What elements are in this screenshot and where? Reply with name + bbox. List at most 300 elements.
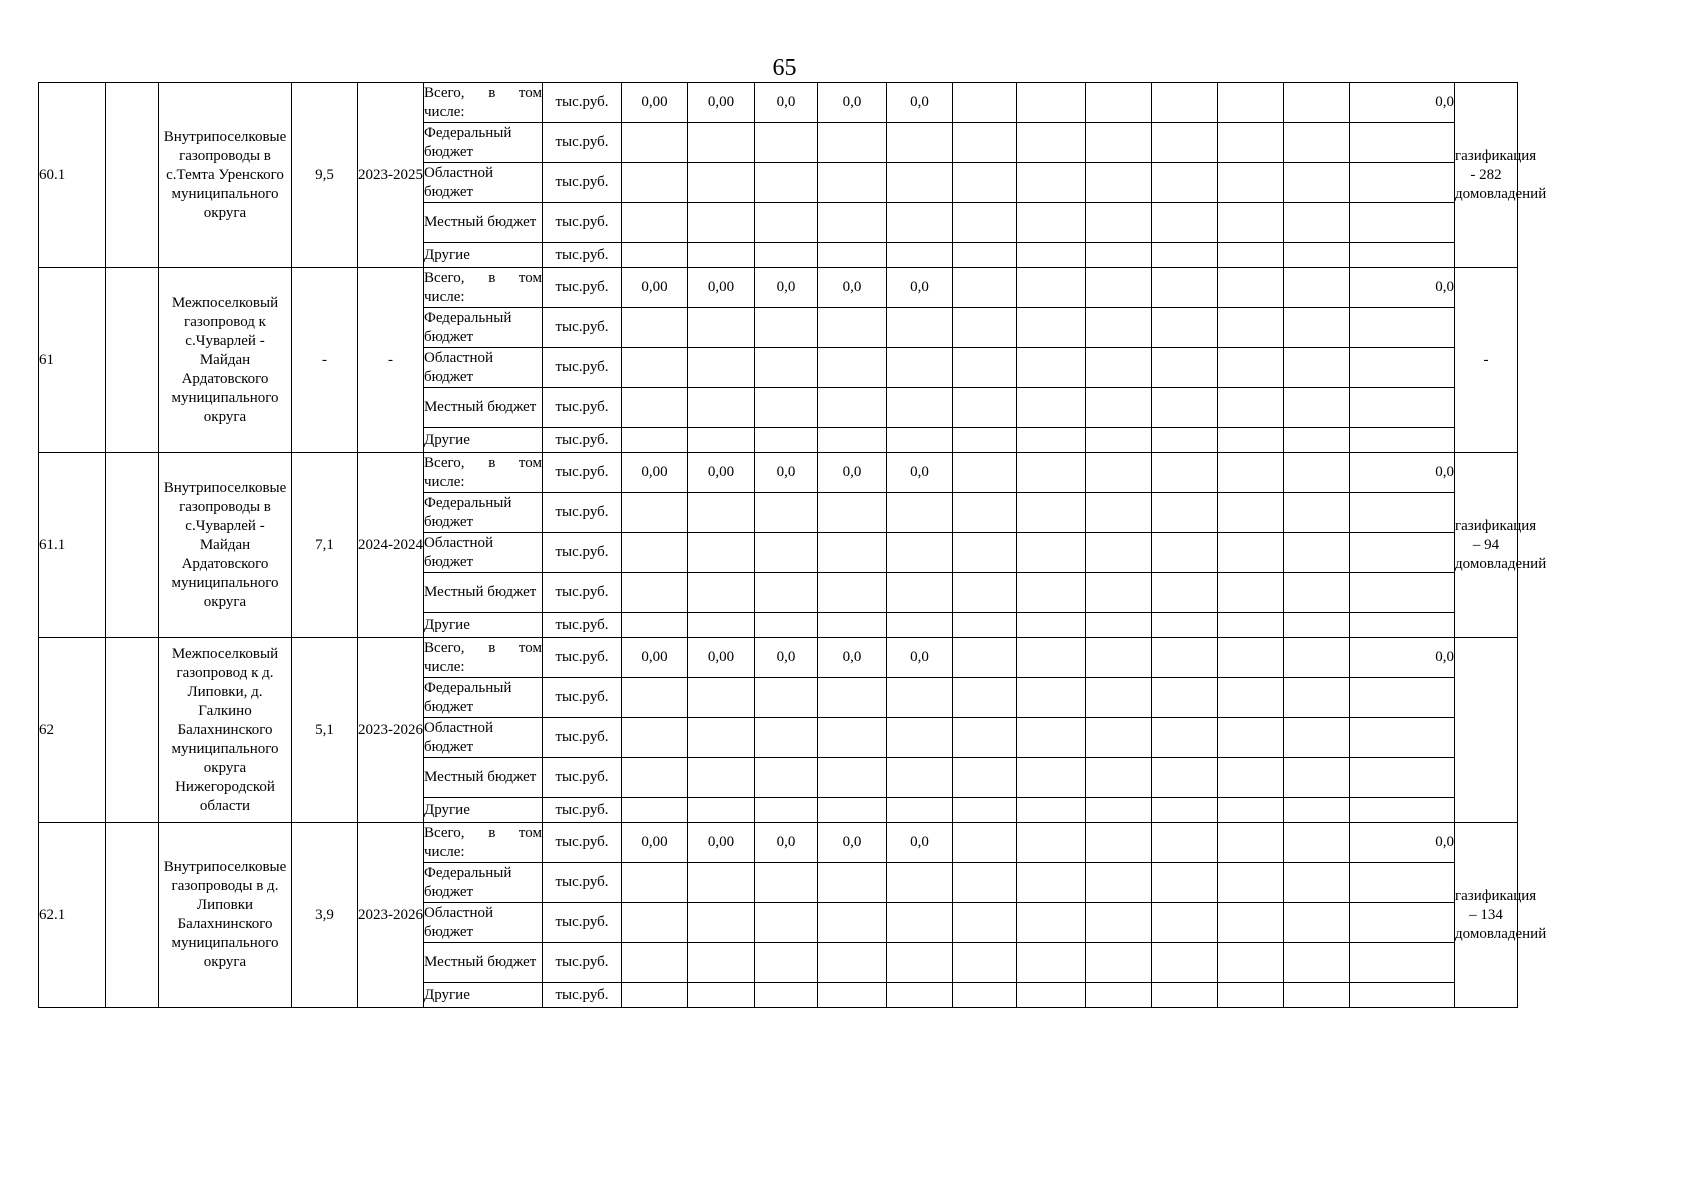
amount-cell: [1152, 798, 1218, 823]
amount-cell: [1086, 83, 1152, 123]
amount-cell: [1284, 268, 1350, 308]
amount-cell: [953, 573, 1017, 613]
amount-cell: [1218, 903, 1284, 943]
amount-cell: [1350, 308, 1455, 348]
amount-cell: [818, 243, 887, 268]
item-number: 61.1: [39, 453, 106, 638]
amount-cell: [1218, 163, 1284, 203]
amount-cell: [688, 388, 755, 428]
expected-result: газификация - 282 домовладений: [1455, 83, 1518, 268]
funding-source-regional: Областной бюджет: [424, 348, 543, 388]
table-row: [39, 823, 1518, 863]
implementation-period: 2023-2026: [358, 638, 424, 823]
amount-cell: [1218, 348, 1284, 388]
amount-cell: [1086, 943, 1152, 983]
amount-cell: [1152, 83, 1218, 123]
funding-source-federal: Федеральный бюджет: [424, 308, 543, 348]
funding-source-local: Местный бюджет: [424, 573, 543, 613]
amount-cell: [1086, 493, 1152, 533]
unit-label: тыс.руб.: [543, 983, 622, 1008]
amount-cell: 0,0: [818, 83, 887, 123]
amount-cell: 0,00: [622, 453, 688, 493]
amount-cell: [1284, 943, 1350, 983]
amount-cell: [1152, 758, 1218, 798]
amount-cell: 0,00: [622, 268, 688, 308]
amount-cell: [887, 573, 953, 613]
amount-cell: [1152, 123, 1218, 163]
amount-cell: [1218, 613, 1284, 638]
amount-cell: [1086, 453, 1152, 493]
amount-cell: [1218, 123, 1284, 163]
amount-cell: [1152, 613, 1218, 638]
amount-cell: [622, 163, 688, 203]
funding-source-federal: Федеральный бюджет: [424, 123, 543, 163]
amount-cell: [1284, 243, 1350, 268]
unit-label: тыс.руб.: [543, 638, 622, 678]
amount-cell: [755, 943, 818, 983]
amount-cell: [1218, 798, 1284, 823]
amount-cell: [1086, 573, 1152, 613]
amount-cell: [1017, 203, 1086, 243]
implementation-period: -: [358, 268, 424, 453]
amount-cell: [818, 533, 887, 573]
amount-cell: [887, 718, 953, 758]
object-name: Межпоселковый газопровод к с.Чуварлей - Майдан Ардатовского муниципального округа: [159, 268, 292, 453]
amount-cell: [1284, 83, 1350, 123]
amount-cell: [1017, 348, 1086, 388]
budget-table: [38, 82, 1547, 1008]
amount-cell: [887, 903, 953, 943]
amount-cell: [953, 533, 1017, 573]
unit-label: тыс.руб.: [543, 428, 622, 453]
amount-cell: [1152, 823, 1218, 863]
amount-cell: 0,00: [688, 453, 755, 493]
amount-cell: [818, 163, 887, 203]
amount-cell: [887, 308, 953, 348]
amount-cell: [1152, 388, 1218, 428]
amount-cell: [953, 638, 1017, 678]
amount-cell: [887, 388, 953, 428]
amount-cell: [953, 718, 1017, 758]
amount-cell: [1017, 823, 1086, 863]
amount-cell: [1017, 308, 1086, 348]
amount-cell: [953, 243, 1017, 268]
amount-cell: [1152, 533, 1218, 573]
unit-label: тыс.руб.: [543, 493, 622, 533]
amount-cell: [818, 903, 887, 943]
amount-cell: [953, 203, 1017, 243]
amount-cell: [1017, 493, 1086, 533]
amount-cell: [1086, 123, 1152, 163]
amount-cell: [755, 863, 818, 903]
amount-cell: [887, 533, 953, 573]
amount-cell: [688, 678, 755, 718]
amount-cell: [1350, 388, 1455, 428]
amount-cell: [1284, 308, 1350, 348]
amount-cell: [688, 308, 755, 348]
amount-cell: [1284, 863, 1350, 903]
amount-cell: [1086, 798, 1152, 823]
amount-cell: 0,00: [688, 268, 755, 308]
amount-cell: 0,0: [755, 83, 818, 123]
amount-cell: [1017, 638, 1086, 678]
amount-cell: [1086, 348, 1152, 388]
funding-source-regional: Областной бюджет: [424, 163, 543, 203]
amount-cell: [887, 758, 953, 798]
amount-cell: [1350, 983, 1455, 1008]
amount-cell: 0,0: [755, 268, 818, 308]
amount-cell: [1086, 983, 1152, 1008]
funding-source-local: Местный бюджет: [424, 758, 543, 798]
amount-cell: [1086, 903, 1152, 943]
funding-source-federal: Федеральный бюджет: [424, 678, 543, 718]
amount-cell: [1152, 163, 1218, 203]
amount-cell: [1152, 638, 1218, 678]
implementation-period: 2023-2025: [358, 83, 424, 268]
amount-cell: [1017, 388, 1086, 428]
blank-cell: [106, 638, 159, 823]
amount-cell: 0,0: [755, 638, 818, 678]
amount-cell: [755, 798, 818, 823]
amount-cell: [818, 718, 887, 758]
amount-cell: [1152, 243, 1218, 268]
amount-cell: [1218, 678, 1284, 718]
amount-cell: 0,0: [887, 823, 953, 863]
amount-cell: [818, 123, 887, 163]
amount-cell: [1218, 243, 1284, 268]
amount-cell: [887, 983, 953, 1008]
amount-cell: [1017, 428, 1086, 453]
amount-cell: [1284, 123, 1350, 163]
blank-cell: [106, 268, 159, 453]
amount-cell: [622, 798, 688, 823]
amount-cell: [1086, 268, 1152, 308]
amount-cell: [688, 203, 755, 243]
amount-cell: [755, 123, 818, 163]
amount-cell: [1218, 638, 1284, 678]
amount-cell: 0,0: [818, 453, 887, 493]
funding-source-other: Другие: [424, 243, 543, 268]
amount-cell: [1086, 388, 1152, 428]
funding-source-total: Всего, в том числе:: [424, 823, 543, 863]
amount-cell: [1218, 823, 1284, 863]
amount-cell: [1017, 798, 1086, 823]
amount-cell: [1284, 903, 1350, 943]
funding-source-regional: Областной бюджет: [424, 533, 543, 573]
amount-cell: [1284, 533, 1350, 573]
amount-cell: 0,00: [688, 823, 755, 863]
unit-label: тыс.руб.: [543, 308, 622, 348]
amount-cell: [622, 573, 688, 613]
amount-cell: [818, 493, 887, 533]
unit-label: тыс.руб.: [543, 943, 622, 983]
amount-cell: [1086, 823, 1152, 863]
pipeline-length: -: [292, 268, 358, 453]
amount-cell: [1017, 83, 1086, 123]
amount-cell: 0,0: [1350, 638, 1455, 678]
amount-cell: [1284, 823, 1350, 863]
amount-cell: [755, 718, 818, 758]
amount-cell: [953, 613, 1017, 638]
amount-cell: [1218, 718, 1284, 758]
amount-cell: 0,00: [688, 638, 755, 678]
table-row: [39, 268, 1518, 308]
amount-cell: [1350, 533, 1455, 573]
unit-label: тыс.руб.: [543, 83, 622, 123]
amount-cell: [688, 613, 755, 638]
amount-cell: [1017, 678, 1086, 718]
amount-cell: [818, 758, 887, 798]
funding-source-local: Местный бюджет: [424, 943, 543, 983]
funding-source-other: Другие: [424, 983, 543, 1008]
amount-cell: [818, 983, 887, 1008]
object-name: Внутрипоселковые газопроводы в с.Темта Уренского муниципального округа: [159, 83, 292, 268]
amount-cell: [818, 348, 887, 388]
funding-source-local: Местный бюджет: [424, 203, 543, 243]
pipeline-length: 3,9: [292, 823, 358, 1008]
amount-cell: [818, 798, 887, 823]
amount-cell: [1218, 493, 1284, 533]
amount-cell: [1284, 678, 1350, 718]
amount-cell: [755, 678, 818, 718]
amount-cell: [622, 678, 688, 718]
amount-cell: [1218, 863, 1284, 903]
amount-cell: [1017, 123, 1086, 163]
amount-cell: [1086, 613, 1152, 638]
amount-cell: [1086, 533, 1152, 573]
funding-source-other: Другие: [424, 428, 543, 453]
amount-cell: [953, 863, 1017, 903]
amount-cell: [688, 863, 755, 903]
amount-cell: [755, 428, 818, 453]
amount-cell: [1086, 163, 1152, 203]
table-row: [39, 83, 1518, 123]
amount-cell: [688, 718, 755, 758]
amount-cell: [755, 203, 818, 243]
amount-cell: [1086, 243, 1152, 268]
amount-cell: [1086, 638, 1152, 678]
funding-source-federal: Федеральный бюджет: [424, 863, 543, 903]
amount-cell: [1350, 718, 1455, 758]
amount-cell: [755, 573, 818, 613]
amount-cell: [953, 83, 1017, 123]
amount-cell: [818, 613, 887, 638]
amount-cell: [1017, 983, 1086, 1008]
amount-cell: [755, 163, 818, 203]
pipeline-length: 7,1: [292, 453, 358, 638]
item-number: 62: [39, 638, 106, 823]
unit-label: тыс.руб.: [543, 758, 622, 798]
amount-cell: [1284, 493, 1350, 533]
unit-label: тыс.руб.: [543, 388, 622, 428]
unit-label: тыс.руб.: [543, 123, 622, 163]
amount-cell: [1284, 638, 1350, 678]
amount-cell: [1284, 798, 1350, 823]
amount-cell: [818, 863, 887, 903]
amount-cell: [755, 758, 818, 798]
amount-cell: 0,00: [688, 83, 755, 123]
item-number: 61: [39, 268, 106, 453]
amount-cell: [818, 428, 887, 453]
amount-cell: [953, 268, 1017, 308]
amount-cell: [1017, 243, 1086, 268]
amount-cell: [1284, 348, 1350, 388]
amount-cell: [1350, 123, 1455, 163]
amount-cell: [953, 678, 1017, 718]
amount-cell: 0,00: [622, 638, 688, 678]
amount-cell: [688, 163, 755, 203]
amount-cell: [688, 428, 755, 453]
amount-cell: [818, 308, 887, 348]
amount-cell: [1218, 943, 1284, 983]
funding-source-other: Другие: [424, 613, 543, 638]
amount-cell: [1284, 453, 1350, 493]
object-name: Внутрипоселковые газопроводы в д. Липовки Балахнинского муниципального округа: [159, 823, 292, 1008]
item-number: 60.1: [39, 83, 106, 268]
amount-cell: [953, 308, 1017, 348]
expected-result: газификация – 94 домовладений: [1455, 453, 1518, 638]
amount-cell: [688, 493, 755, 533]
amount-cell: [755, 533, 818, 573]
item-number: 62.1: [39, 823, 106, 1008]
amount-cell: [1218, 533, 1284, 573]
amount-cell: [818, 943, 887, 983]
amount-cell: [953, 983, 1017, 1008]
amount-cell: [887, 203, 953, 243]
amount-cell: [953, 758, 1017, 798]
amount-cell: [1350, 678, 1455, 718]
amount-cell: 0,0: [1350, 83, 1455, 123]
funding-source-other: Другие: [424, 798, 543, 823]
amount-cell: [1017, 903, 1086, 943]
amount-cell: [755, 983, 818, 1008]
amount-cell: [622, 903, 688, 943]
amount-cell: [953, 388, 1017, 428]
amount-cell: [1152, 203, 1218, 243]
amount-cell: [887, 428, 953, 453]
amount-cell: [622, 123, 688, 163]
amount-cell: [622, 943, 688, 983]
expected-result: [1455, 638, 1518, 823]
amount-cell: [1350, 163, 1455, 203]
funding-source-total: Всего, в том числе:: [424, 83, 543, 123]
amount-cell: [622, 863, 688, 903]
amount-cell: [1086, 758, 1152, 798]
amount-cell: [1086, 863, 1152, 903]
amount-cell: [1017, 533, 1086, 573]
amount-cell: 0,0: [1350, 453, 1455, 493]
amount-cell: [1284, 163, 1350, 203]
amount-cell: [953, 123, 1017, 163]
amount-cell: [688, 983, 755, 1008]
amount-cell: [887, 123, 953, 163]
amount-cell: [887, 798, 953, 823]
amount-cell: 0,0: [755, 453, 818, 493]
unit-label: тыс.руб.: [543, 678, 622, 718]
amount-cell: [1152, 428, 1218, 453]
amount-cell: [818, 573, 887, 613]
table-row: [39, 638, 1518, 678]
amount-cell: [1218, 573, 1284, 613]
unit-label: тыс.руб.: [543, 453, 622, 493]
amount-cell: [622, 243, 688, 268]
amount-cell: 0,0: [818, 638, 887, 678]
pipeline-length: 9,5: [292, 83, 358, 268]
amount-cell: [688, 798, 755, 823]
amount-cell: [953, 943, 1017, 983]
amount-cell: [1284, 758, 1350, 798]
amount-cell: [1350, 348, 1455, 388]
unit-label: тыс.руб.: [543, 903, 622, 943]
amount-cell: [1017, 573, 1086, 613]
amount-cell: [1284, 613, 1350, 638]
amount-cell: [1350, 493, 1455, 533]
amount-cell: [1284, 573, 1350, 613]
amount-cell: [818, 203, 887, 243]
amount-cell: [1350, 243, 1455, 268]
table-row: [39, 453, 1518, 493]
amount-cell: [1017, 453, 1086, 493]
amount-cell: [755, 243, 818, 268]
amount-cell: [622, 388, 688, 428]
amount-cell: [622, 758, 688, 798]
amount-cell: [755, 388, 818, 428]
amount-cell: [622, 983, 688, 1008]
unit-label: тыс.руб.: [543, 863, 622, 903]
amount-cell: [1218, 453, 1284, 493]
amount-cell: 0,0: [1350, 268, 1455, 308]
amount-cell: [1284, 203, 1350, 243]
amount-cell: [1152, 943, 1218, 983]
amount-cell: [688, 243, 755, 268]
amount-cell: 0,0: [887, 268, 953, 308]
amount-cell: [887, 348, 953, 388]
amount-cell: [688, 573, 755, 613]
amount-cell: [622, 428, 688, 453]
amount-cell: [953, 348, 1017, 388]
funding-source-total: Всего, в том числе:: [424, 268, 543, 308]
amount-cell: [688, 943, 755, 983]
amount-cell: [1218, 203, 1284, 243]
amount-cell: [755, 613, 818, 638]
page-number: 65: [772, 55, 797, 81]
amount-cell: [887, 613, 953, 638]
object-name: Внутрипоселковые газопроводы в с.Чуварлей - Майдан Ардатовского муниципального округа: [159, 453, 292, 638]
amount-cell: [1152, 983, 1218, 1008]
amount-cell: [1086, 203, 1152, 243]
unit-label: тыс.руб.: [543, 823, 622, 863]
amount-cell: [1086, 718, 1152, 758]
amount-cell: [1350, 428, 1455, 453]
amount-cell: [1218, 983, 1284, 1008]
unit-label: тыс.руб.: [543, 243, 622, 268]
amount-cell: [887, 243, 953, 268]
blank-cell: [106, 823, 159, 1008]
amount-cell: [887, 863, 953, 903]
amount-cell: [1152, 718, 1218, 758]
amount-cell: 0,0: [887, 83, 953, 123]
amount-cell: [1017, 758, 1086, 798]
expected-result: газификация – 134 домовладений: [1455, 823, 1518, 1008]
amount-cell: [688, 348, 755, 388]
amount-cell: [622, 203, 688, 243]
blank-cell: [106, 453, 159, 638]
amount-cell: [953, 798, 1017, 823]
amount-cell: [1284, 388, 1350, 428]
amount-cell: [1218, 83, 1284, 123]
amount-cell: 0,00: [622, 823, 688, 863]
amount-cell: [887, 163, 953, 203]
